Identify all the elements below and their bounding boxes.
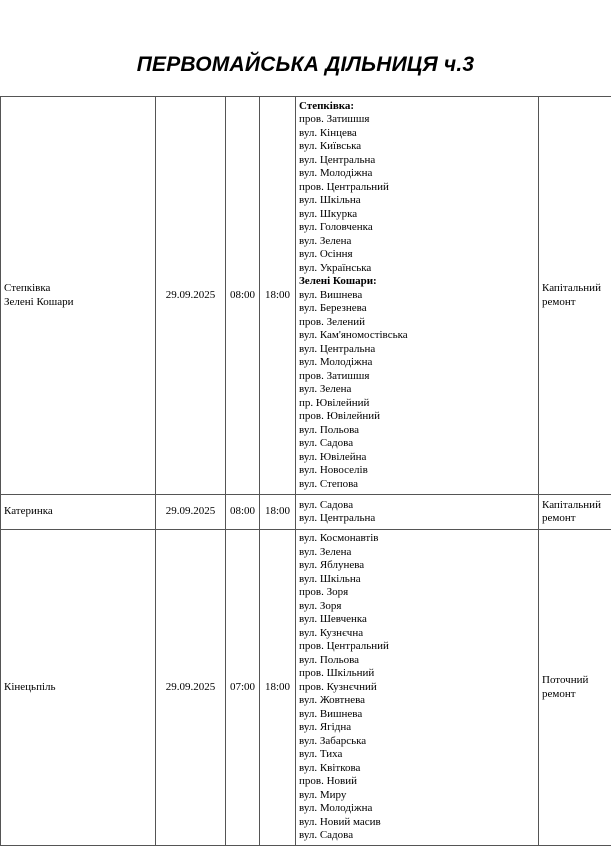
- street-item: вул. Яблунева: [299, 559, 535, 573]
- street-item: пр. Ювілейний: [299, 397, 535, 411]
- street-item: вул. Березнева: [299, 302, 535, 316]
- street-item: вул. Молодіжна: [299, 356, 535, 370]
- street-item: вул. Київська: [299, 140, 535, 154]
- street-item: вул. Кінцева: [299, 127, 535, 141]
- end-time-cell: 18:00: [260, 97, 296, 495]
- locality-cell: [1, 495, 156, 530]
- street-item: вул. Центральна: [299, 512, 535, 526]
- street-item: вул. Забарська: [299, 735, 535, 749]
- start-time-cell: 08:00: [226, 97, 260, 495]
- street-item: вул. Зоря: [299, 600, 535, 614]
- schedule-row: [1, 495, 611, 530]
- street-item: пров. Центральний: [299, 181, 535, 195]
- street-item: вул. Жовтнева: [299, 694, 535, 708]
- street-item: вул. Молодіжна: [299, 802, 535, 816]
- outage-schedule-table: [0, 96, 611, 846]
- street-item: пров. Затишшя: [299, 113, 535, 127]
- street-item: пров. Зоря: [299, 586, 535, 600]
- start-time-cell: 08:00: [226, 495, 260, 530]
- street-item: вул. Садова: [299, 437, 535, 451]
- street-item: пров. Затишшя: [299, 370, 535, 384]
- repair-type-cell: Поточний ремонт: [539, 530, 611, 846]
- street-item: вул. Зелена: [299, 235, 535, 249]
- page-title: ПЕРВОМАЙСЬКА ДІЛЬНИЦЯ ч.3: [0, 53, 611, 77]
- street-item: вул. Тиха: [299, 748, 535, 762]
- street-item: вул. Шевченка: [299, 613, 535, 627]
- date-cell: 29.09.2025: [156, 495, 226, 530]
- end-time-cell: 18:00: [260, 495, 296, 530]
- street-item: вул. Садова: [299, 829, 535, 843]
- schedule-row: [1, 97, 611, 495]
- street-item: вул. Садова: [299, 499, 535, 513]
- street-item: вул. Новоселів: [299, 464, 535, 478]
- street-item: пров. Шкільний: [299, 667, 535, 681]
- street-item: вул. Українська: [299, 262, 535, 276]
- street-item: пров. Зелений: [299, 316, 535, 330]
- locality-name: Кінецьпіль: [4, 681, 152, 695]
- street-item: вул. Степова: [299, 478, 535, 492]
- locality-cell: [1, 97, 156, 495]
- streets-cell: [296, 495, 539, 530]
- street-item: вул. Осіння: [299, 248, 535, 262]
- date-cell: 29.09.2025: [156, 97, 226, 495]
- date-cell: 29.09.2025: [156, 530, 226, 846]
- street-item: вул. Зелена: [299, 546, 535, 560]
- street-item: вул. Шкільна: [299, 194, 535, 208]
- streets-cell: [296, 530, 539, 846]
- street-item: вул. Миру: [299, 789, 535, 803]
- street-item: вул. Шкільна: [299, 573, 535, 587]
- schedule-row: [1, 530, 611, 846]
- street-item: вул. Польова: [299, 654, 535, 668]
- repair-type-cell: Капітальний ремонт: [539, 97, 611, 495]
- start-time-cell: 07:00: [226, 530, 260, 846]
- street-item: вул. Центральна: [299, 343, 535, 357]
- street-item: вул. Космонавтів: [299, 532, 535, 546]
- end-time-cell: 18:00: [260, 530, 296, 846]
- locality-name: Степківка: [4, 282, 152, 296]
- streets-cell: [296, 97, 539, 495]
- street-item: вул. Шкурка: [299, 208, 535, 222]
- street-item: вул. Польова: [299, 424, 535, 438]
- street-item: вул. Головченка: [299, 221, 535, 235]
- locality-cell: [1, 530, 156, 846]
- street-item: пров. Новий: [299, 775, 535, 789]
- settlement-heading: Зелені Кошари:: [299, 275, 535, 289]
- street-item: вул. Вишнева: [299, 708, 535, 722]
- street-item: вул. Зелена: [299, 383, 535, 397]
- street-item: вул. Молодіжна: [299, 167, 535, 181]
- street-item: пров. Кузнєчний: [299, 681, 535, 695]
- settlement-heading: Степківка:: [299, 100, 535, 114]
- street-item: вул. Кузнєчна: [299, 627, 535, 641]
- street-item: вул. Кам'яномостівська: [299, 329, 535, 343]
- repair-type-cell: Капітальний ремонт: [539, 495, 611, 530]
- street-item: вул. Ювілейна: [299, 451, 535, 465]
- locality-name: Катеринка: [4, 505, 152, 519]
- street-item: пров. Центральний: [299, 640, 535, 654]
- locality-name: Зелені Кошари: [4, 296, 152, 310]
- street-item: вул. Квіткова: [299, 762, 535, 776]
- street-item: вул. Вишнева: [299, 289, 535, 303]
- street-item: вул. Ягідна: [299, 721, 535, 735]
- street-item: вул. Новий масив: [299, 816, 535, 830]
- street-item: вул. Центральна: [299, 154, 535, 168]
- street-item: пров. Ювілейний: [299, 410, 535, 424]
